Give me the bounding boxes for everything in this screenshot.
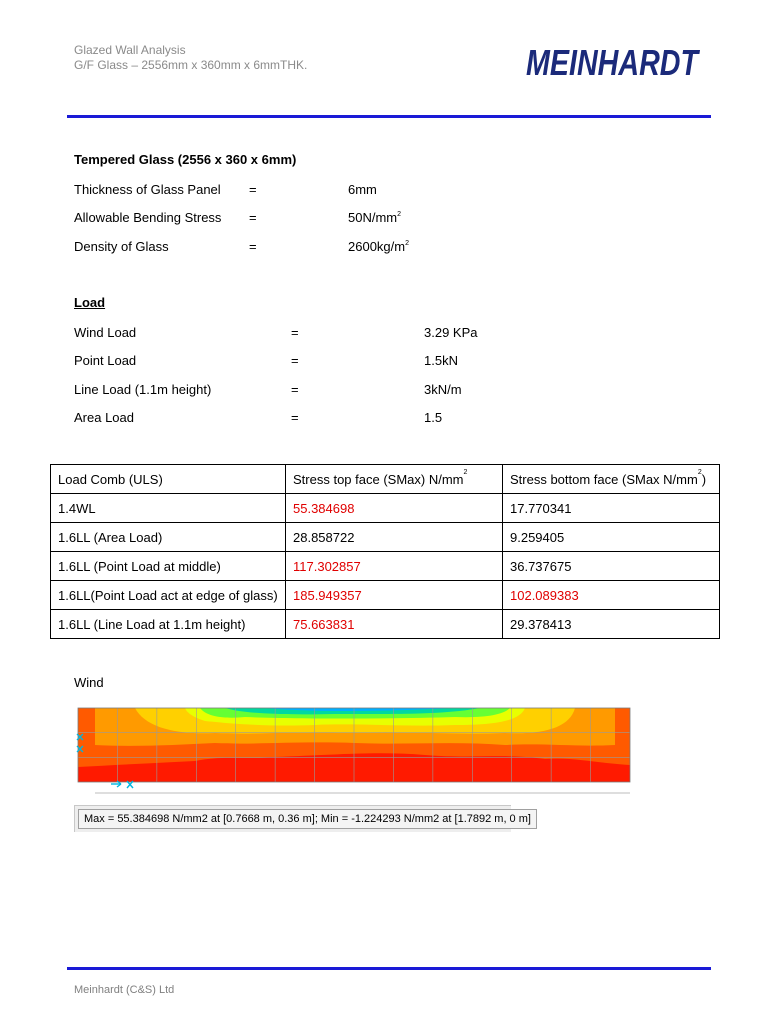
stress-bottom-cell: 102.089383 xyxy=(503,581,720,610)
header-load-comb: Load Comb (ULS) xyxy=(51,465,286,494)
stress-top-cell: 185.949357 xyxy=(286,581,503,610)
load-item-value: 1.5kN xyxy=(424,353,458,368)
max-min-readout: Max = 55.384698 N/mm2 at [0.7668 m, 0.36 m]; Min = -1.224293 N/mm2 at [1.7892 m, 0 m] xyxy=(78,809,537,829)
glass-prop-equals: = xyxy=(249,182,257,197)
header-rule xyxy=(67,115,711,118)
glass-prop-label: Thickness of Glass Panel xyxy=(74,182,221,197)
glass-prop-equals: = xyxy=(249,210,257,225)
load-comb-cell: 1.6LL (Point Load at middle) xyxy=(51,552,286,581)
load-section-title: Load xyxy=(74,295,106,310)
stress-bottom-cell: 36.737675 xyxy=(503,552,720,581)
load-combination-table xyxy=(50,464,720,639)
wind-label: Wind xyxy=(74,675,104,690)
load-item-label: Point Load xyxy=(74,353,137,368)
stress-top-cell: 28.858722 xyxy=(286,523,503,552)
load-item-label: Line Load (1.1m height) xyxy=(74,382,212,397)
load-item-equals: = xyxy=(291,353,299,368)
company-logo xyxy=(526,42,702,83)
stress-bottom-cell: 17.770341 xyxy=(503,494,720,523)
footer-company: Meinhardt (C&S) Ltd xyxy=(74,984,175,996)
glass-prop-label: Allowable Bending Stress xyxy=(74,210,222,225)
load-item-equals: = xyxy=(291,382,299,397)
glass-prop-value: $50N/mm^2$ xyxy=(348,210,402,225)
wind-stress-contour xyxy=(75,705,633,793)
result-status-bar xyxy=(74,805,531,832)
header-stress-top: Stress top face (SMax) $N/mm^2$ xyxy=(286,465,503,494)
glass-section-title: Tempered Glass (2556 x 360 x 6mm) xyxy=(74,152,297,167)
svg-text:MEINHARDT: MEINHARDT xyxy=(526,42,701,83)
header-stress-bottom: Stress bottom face (SMax $N/mm^2$) xyxy=(503,465,720,494)
stress-bottom-cell: 29.378413 xyxy=(503,610,720,639)
stress-bottom-cell: 9.259405 xyxy=(503,523,720,552)
glass-prop-label: Density of Glass xyxy=(74,239,169,254)
glass-prop-equals: = xyxy=(249,239,257,254)
table-row xyxy=(51,494,720,523)
stress-top-cell: 75.663831 xyxy=(286,610,503,639)
table-row xyxy=(51,552,720,581)
table-row xyxy=(51,523,720,552)
table-header-row xyxy=(51,465,720,494)
stress-top-cell: 55.384698 xyxy=(286,494,503,523)
header-title: Glazed Wall Analysis xyxy=(74,43,186,57)
load-item-label: Area Load xyxy=(74,410,134,425)
footer-rule xyxy=(67,967,711,970)
load-item-value: 3kN/m xyxy=(424,382,462,397)
stress-top-cell: 117.302857 xyxy=(286,552,503,581)
glass-prop-value: $2600kg/m^2$ xyxy=(348,239,409,254)
load-comb-cell: 1.6LL (Area Load) xyxy=(51,523,286,552)
table-row xyxy=(51,581,720,610)
load-comb-cell: 1.6LL (Line Load at 1.1m height) xyxy=(51,610,286,639)
load-comb-cell: 1.4WL xyxy=(51,494,286,523)
load-item-value: 1.5 xyxy=(424,410,443,425)
load-item-equals: = xyxy=(291,325,299,340)
load-item-equals: = xyxy=(291,410,299,425)
header-subtitle: G/F Glass – 2556mm x 360mm x 6mmTHK. xyxy=(74,58,308,72)
load-comb-cell: 1.6LL(Point Load act at edge of glass) xyxy=(51,581,286,610)
load-item-value: 3.29 KPa xyxy=(424,325,478,340)
glass-prop-value: 6mm xyxy=(348,182,377,197)
table-row xyxy=(51,610,720,639)
load-item-label: Wind Load xyxy=(74,325,137,340)
